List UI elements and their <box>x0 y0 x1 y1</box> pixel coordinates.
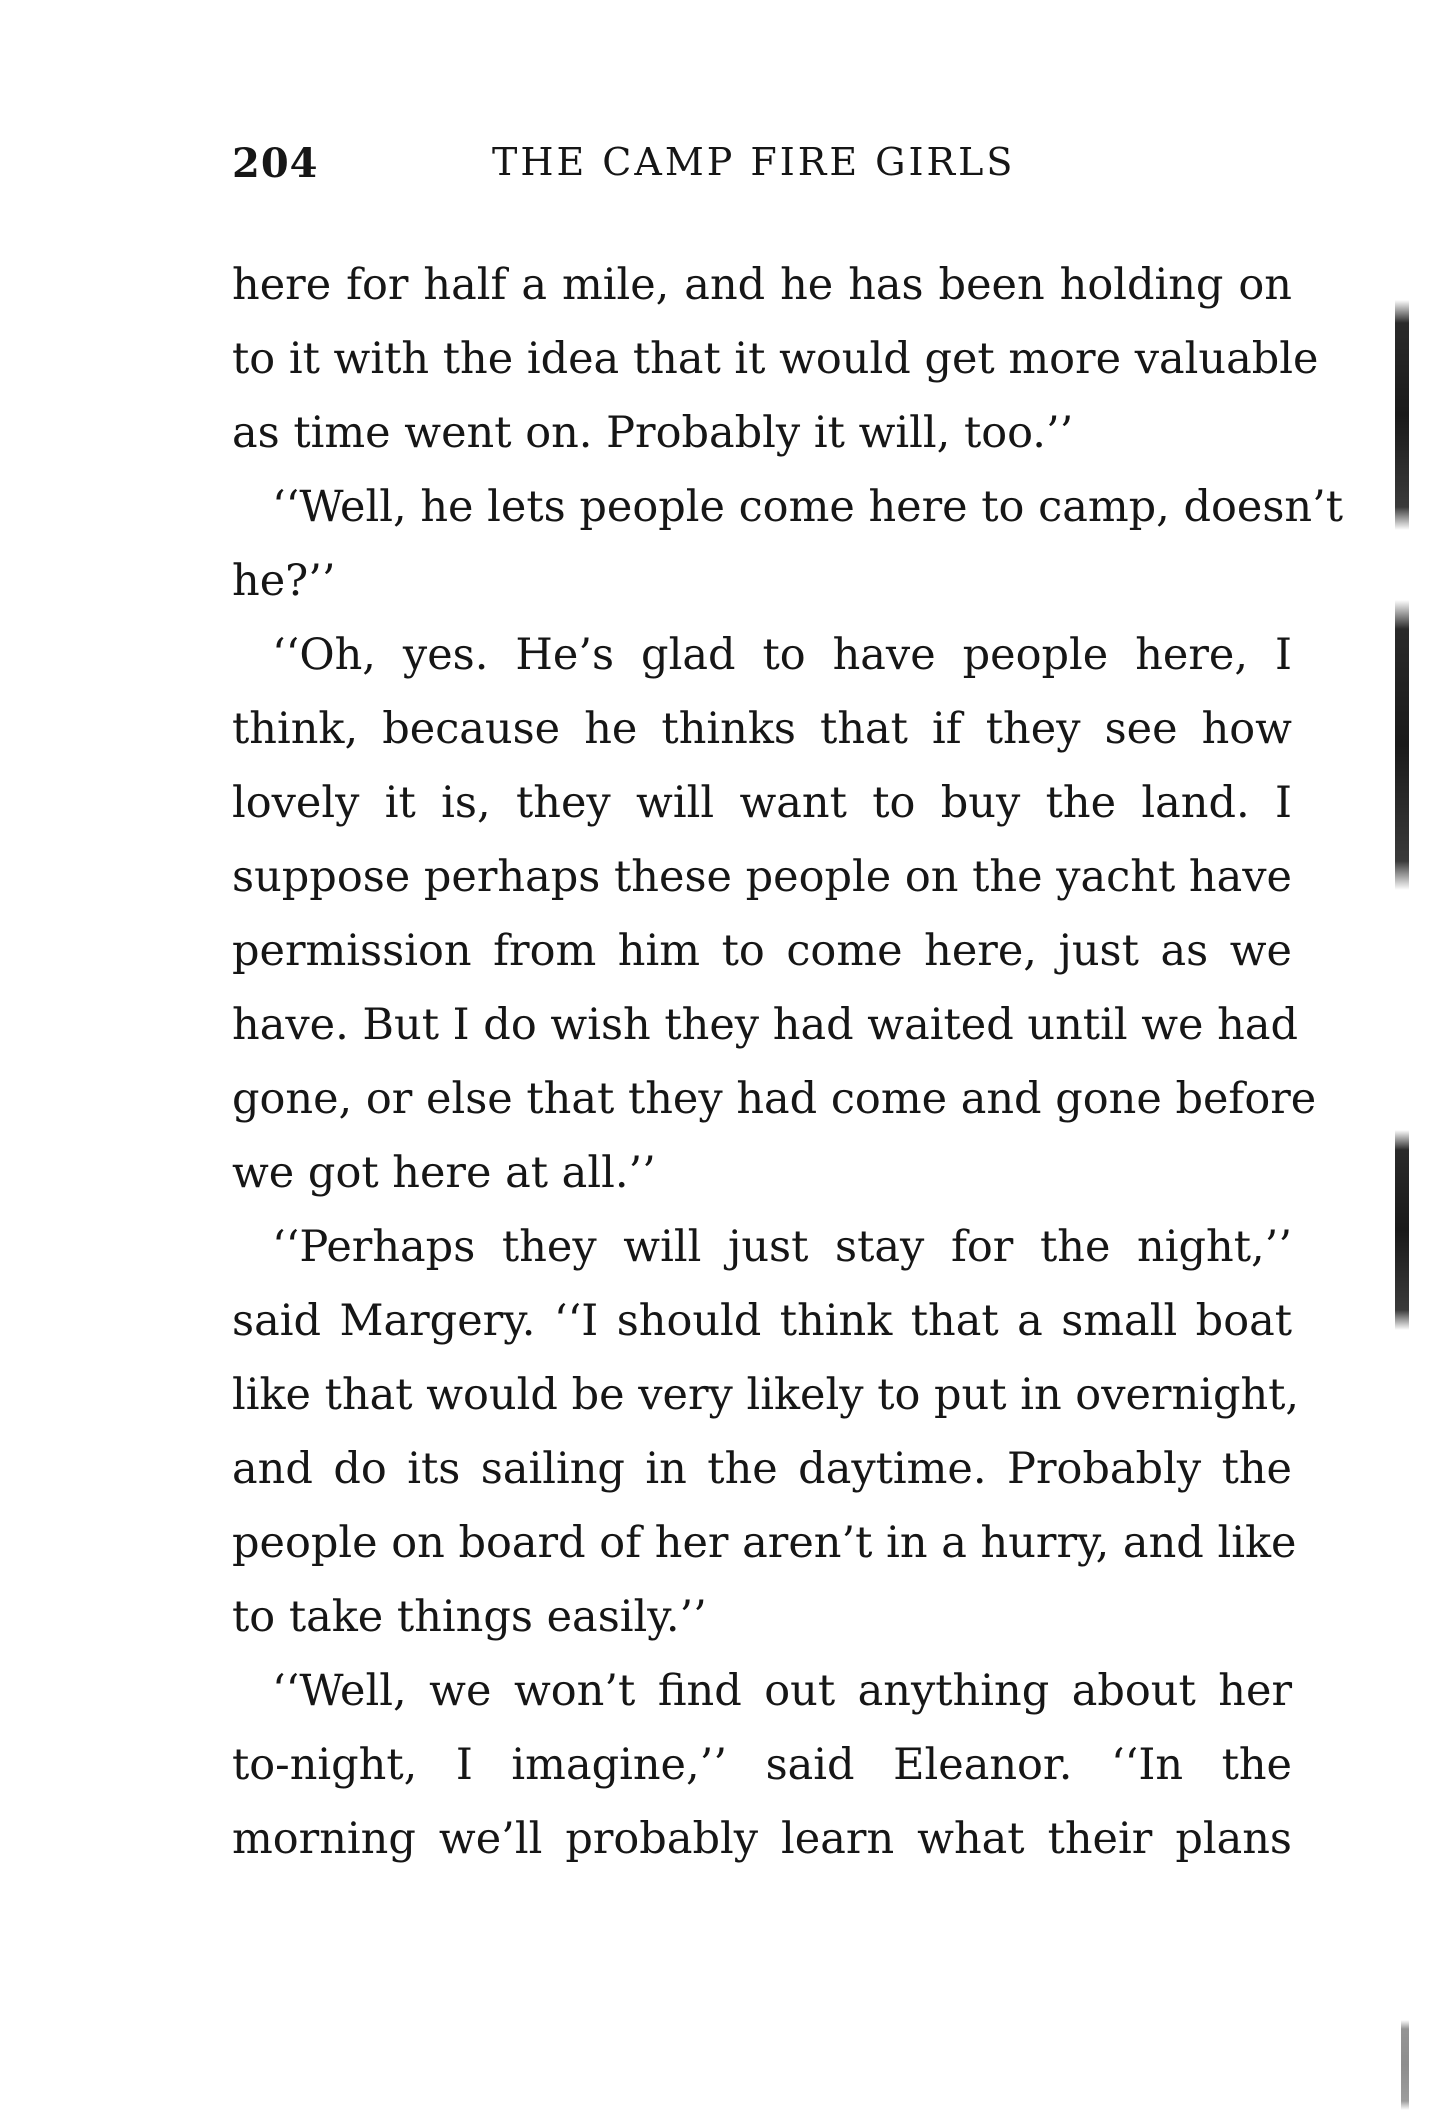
text-line: gone, or else that they had come and gone before <box>232 1074 1317 1124</box>
text-line: morning we’ll probably learn what their plans <box>232 1814 1292 1864</box>
scan-edge-mark <box>1395 300 1409 530</box>
text-line: ‘‘Perhaps they will just stay for the night,’’ <box>272 1222 1292 1272</box>
text-line: lovely it is, they will want to buy the land. I <box>232 778 1292 828</box>
text-line: like that would be very likely to put in overnight, <box>232 1370 1300 1420</box>
text-line: ‘‘Well, he lets people come here to camp, doesn’t <box>272 482 1344 532</box>
text-line: said Margery. ‘‘I should think that a small boat <box>232 1296 1292 1346</box>
text-line: as time went on. Probably it will, too.’’ <box>232 408 1074 458</box>
text-line: ‘‘Oh, yes. He’s glad to have people here, I <box>272 630 1292 680</box>
text-line: people on board of her aren’t in a hurry, and like <box>232 1518 1297 1568</box>
page-header <box>232 140 1292 200</box>
text-line: ‘‘Well, we won’t find out anything about her <box>272 1666 1292 1716</box>
page-number: 204 <box>232 140 319 187</box>
running-head: THE CAMP FIRE GIRLS <box>492 140 1016 184</box>
text-line: to-night, I imagine,’’ said Eleanor. ‘‘In the <box>232 1740 1292 1790</box>
text-line: we got here at all.’’ <box>232 1148 656 1198</box>
text-line: he?’’ <box>232 556 336 606</box>
scan-edge-mark <box>1401 2020 1409 2110</box>
text-line: suppose perhaps these people on the yacht have <box>232 852 1292 902</box>
text-line: permission from him to come here, just as we <box>232 926 1292 976</box>
scan-edge-mark <box>1395 1130 1409 1330</box>
text-line: have. But I do wish they had waited until we had <box>232 1000 1299 1050</box>
scan-edge-mark <box>1395 600 1409 890</box>
body-text <box>232 248 1344 1876</box>
text-line: to it with the idea that it would get more valuable <box>232 334 1319 384</box>
text-line: and do its sailing in the daytime. Probably the <box>232 1444 1292 1494</box>
text-line: to take things easily.’’ <box>232 1592 707 1642</box>
text-line: here for half a mile, and he has been holding on <box>232 260 1292 310</box>
text-line: think, because he thinks that if they see how <box>232 704 1292 754</box>
